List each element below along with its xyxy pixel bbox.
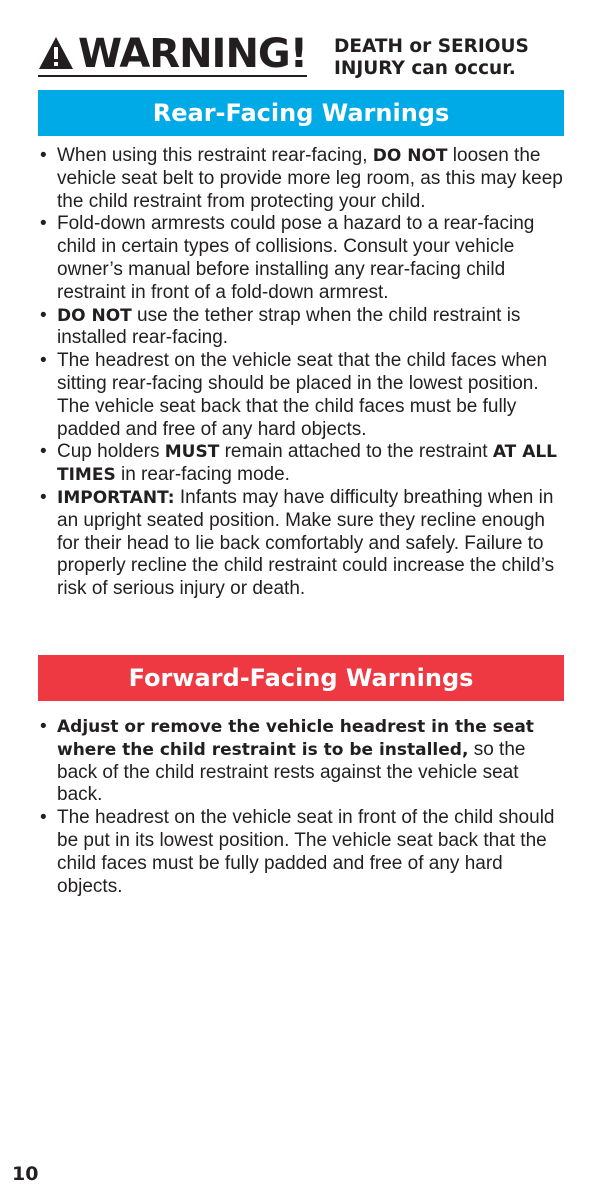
forward-facing-heading: Forward-Facing Warnings bbox=[38, 655, 564, 701]
body-text: The headrest on the vehicle seat in front of the child should be put in its lowest position. The vehicle seat back that the child faces must be fully padded and free of any hard objects. bbox=[57, 807, 555, 897]
body-text: The headrest on the vehicle seat that the child faces when sitting rear-facing should be placed in the lowest position. The vehicle seat back that the child faces must be fully padded and free of any hard objects. bbox=[57, 350, 548, 440]
warning-title bbox=[38, 31, 307, 77]
forward-facing-list bbox=[38, 716, 568, 898]
body-text: remain attached to the restraint bbox=[219, 441, 493, 463]
list-item bbox=[38, 305, 568, 351]
page-number: 10 bbox=[12, 1163, 39, 1185]
body-text: Fold-down armrests could pose a hazard to a rear-facing child in certain types of collisions. Consult your vehicle owner’s manual before installing any rear-facing child restraint in front of a fold-down armrest. bbox=[57, 213, 535, 303]
subtitle-line: DEATH or SERIOUS bbox=[334, 36, 529, 57]
body-text: loosen the vehicle seat belt to provide more leg room, as this may keep the child restraint from protecting your child. bbox=[57, 145, 563, 212]
warning-subtitle bbox=[334, 36, 529, 80]
body-text: Infants may have difficulty breathing when in an upright seated position. Make sure they recline enough for their head to lie back comfortably and safely. Failure to properly recline the child restraint could increase the child’s risk of serious injury or death. bbox=[57, 486, 555, 600]
body-text: When using this restraint rear-facing, bbox=[57, 145, 373, 166]
body-text: in rear-facing mode. bbox=[115, 464, 290, 486]
list-item bbox=[38, 716, 568, 807]
list-item bbox=[38, 441, 568, 487]
emphasis-text: Adjust or remove the vehicle headrest in the seat where the child restraint is to be installed, bbox=[57, 717, 534, 760]
list-item bbox=[38, 350, 568, 441]
list-item bbox=[38, 145, 568, 213]
rear-facing-list bbox=[38, 145, 568, 601]
list-item bbox=[38, 807, 568, 898]
body-text: use the tether strap when the child restraint is installed rear-facing. bbox=[57, 304, 521, 349]
warning-word: WARNING! bbox=[78, 31, 307, 77]
warning-header bbox=[38, 31, 568, 82]
list-item bbox=[38, 487, 568, 601]
emphasis-text: DO NOT bbox=[372, 146, 448, 166]
list-item bbox=[38, 213, 568, 304]
body-text: Cup holders bbox=[57, 441, 165, 463]
body-text: so the back of the child restraint rests against the vehicle seat back. bbox=[57, 738, 526, 806]
emphasis-text: MUST bbox=[164, 442, 220, 463]
emphasis-text: DO NOT bbox=[57, 305, 132, 326]
warning-triangle-icon bbox=[38, 36, 74, 70]
emphasis-text: AT ALL TIMES bbox=[57, 442, 558, 486]
subtitle-line: INJURY can occur. bbox=[334, 58, 516, 79]
rear-facing-heading: Rear-Facing Warnings bbox=[38, 90, 564, 136]
emphasis-text: IMPORTANT: bbox=[57, 487, 175, 508]
